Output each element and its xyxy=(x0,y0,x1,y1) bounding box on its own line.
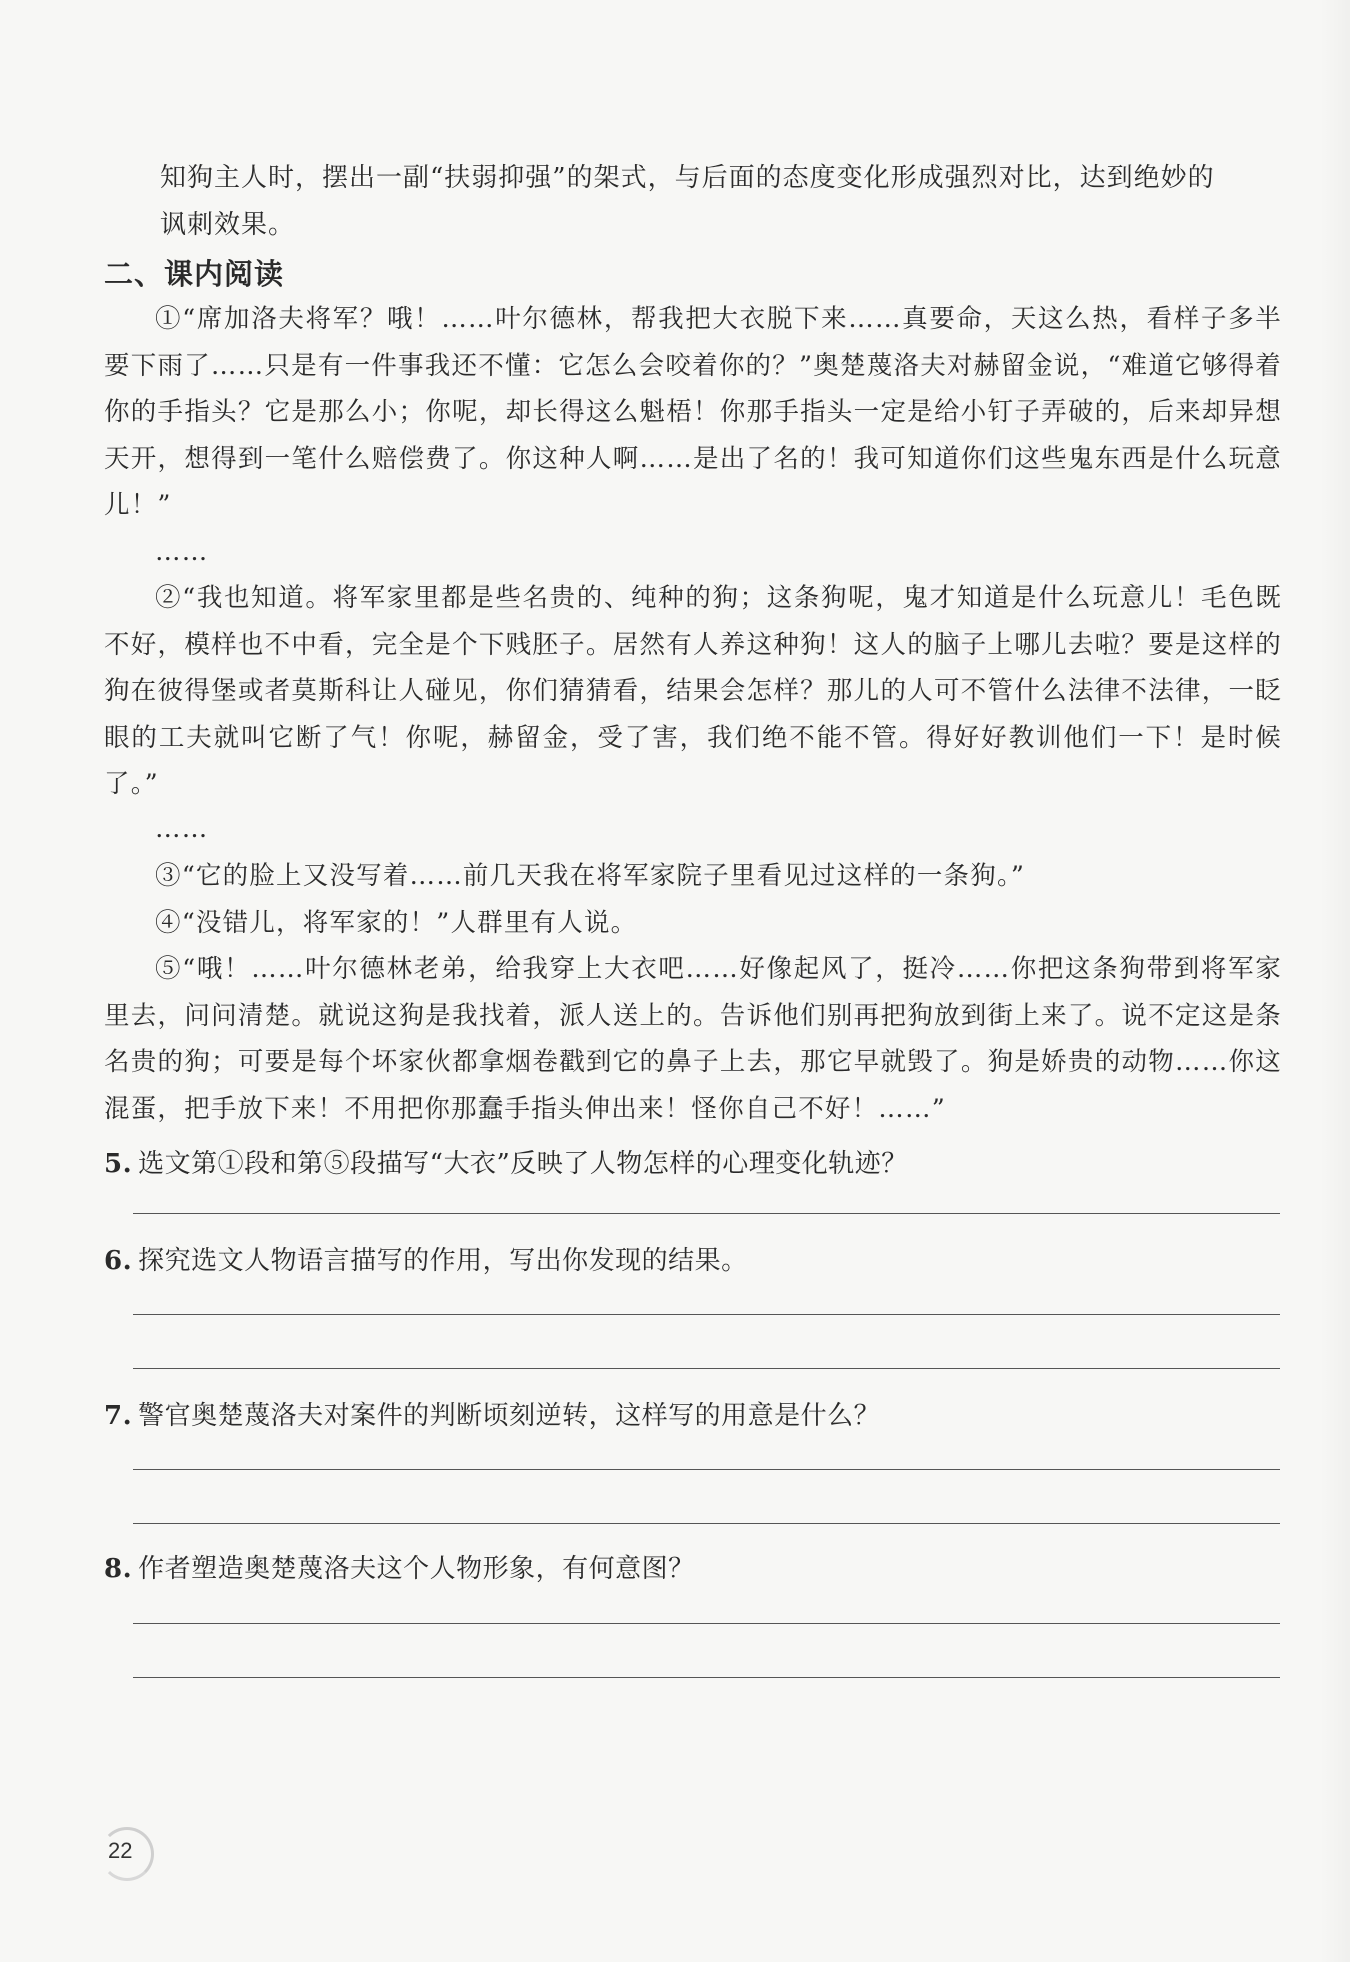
question-number: 8. xyxy=(104,1554,133,1584)
passage-paragraph-3 xyxy=(104,853,1282,900)
question-number: 5. xyxy=(104,1149,133,1179)
page-number-badge xyxy=(100,1827,152,1879)
section-heading: 二、课内阅读 xyxy=(104,257,285,291)
paragraph-text: ④“没错儿，将军家的！”人群里有人说。 xyxy=(155,908,638,938)
passage-ellipsis-2 xyxy=(104,806,1282,853)
answer-line-q5-1[interactable] xyxy=(133,1213,1280,1214)
page-edge-shade xyxy=(1320,0,1350,1962)
passage-ellipsis-1 xyxy=(104,529,1282,576)
passage-paragraph-5 xyxy=(104,946,1282,1132)
paragraph-text: ③“它的脸上又没写着……前几天我在将军家院子里看见过这样的一条狗。” xyxy=(155,861,1026,891)
passage-paragraph-4 xyxy=(104,900,1282,947)
question-6 xyxy=(104,1240,748,1277)
question-text: 探究选文人物语言描写的作用，写出你发现的结果。 xyxy=(138,1246,748,1276)
question-number: 6. xyxy=(104,1246,133,1276)
question-5 xyxy=(104,1143,908,1180)
ellipsis-text: …… xyxy=(155,537,209,567)
question-8 xyxy=(104,1548,695,1585)
ellipsis-text: …… xyxy=(155,814,209,844)
answer-line-q8-2[interactable] xyxy=(133,1677,1280,1678)
passage-paragraph-1 xyxy=(104,296,1282,529)
answer-line-q8-1[interactable] xyxy=(133,1623,1280,1624)
question-number: 7. xyxy=(104,1401,133,1431)
passage-paragraph-2 xyxy=(104,575,1282,808)
paragraph-text: ⑤“哦！……叶尔德林老弟，给我穿上大衣吧……好像起风了，挺冷……你把这条狗带到将军家里去，问问清楚。就说这狗是我找着，派人送上的。告诉他们别再把狗放到街上来了。说不定这是条名贵的狗；可要是每个坏家伙都拿烟卷戳到它的鼻子上去，那它早就毁了。狗是娇贵的动物……你这混蛋，把手放下来！不用把你那蠢手指头伸出来！怪你自己不好！……” xyxy=(104,954,1282,1124)
intro-line-2: 讽刺效果。 xyxy=(160,210,296,240)
question-text: 作者塑造奥楚蔑洛夫这个人物形象，有何意图？ xyxy=(138,1554,695,1584)
question-text: 警官奥楚蔑洛夫对案件的判断顷刻逆转，这样写的用意是什么？ xyxy=(138,1401,881,1431)
question-text: 选文第①段和第⑤段描写“大衣”反映了人物怎样的心理变化轨迹？ xyxy=(138,1149,908,1179)
answer-line-q7-2[interactable] xyxy=(133,1523,1280,1524)
answer-line-q7-1[interactable] xyxy=(133,1469,1280,1470)
question-7 xyxy=(104,1395,880,1432)
answer-line-q6-2[interactable] xyxy=(133,1368,1280,1369)
paragraph-text: ①“席加洛夫将军？哦！……叶尔德林，帮我把大衣脱下来……真要命，天这么热，看样子多半要下雨了……只是有一件事我还不懂：它怎么会咬着你的？”奥楚蔑洛夫对赫留金说，“难道它够得着你的手指头？它是那么小；你呢，却长得这么魁梧！你那手指头一定是给小钉子弄破的，后来却异想天开，想得到一笔什么赔偿费了。你这种人啊……是出了名的！我可知道你们这些鬼东西是什么玩意儿！” xyxy=(104,304,1282,520)
page-number: 22 xyxy=(108,1838,133,1863)
answer-line-q6-1[interactable] xyxy=(133,1314,1280,1315)
intro-line-1: 知狗主人时，摆出一副“扶弱抑强”的架式，与后面的态度变化形成强烈对比，达到绝妙的 xyxy=(160,163,1215,193)
paragraph-text: ②“我也知道。将军家里都是些名贵的、纯种的狗；这条狗呢，鬼才知道是什么玩意儿！毛色既不好，模样也不中看，完全是个下贱胚子。居然有人养这种狗！这人的脑子上哪儿去啦？要是这样的狗在彼得堡或者莫斯科让人碰见，你们猜猜看，结果会怎样？那儿的人可不管什么法律不法律，一眨眼的工夫就叫它断了气！你呢，赫留金，受了害，我们绝不能不管。得好好教训他们一下！是时候了。” xyxy=(104,583,1282,799)
